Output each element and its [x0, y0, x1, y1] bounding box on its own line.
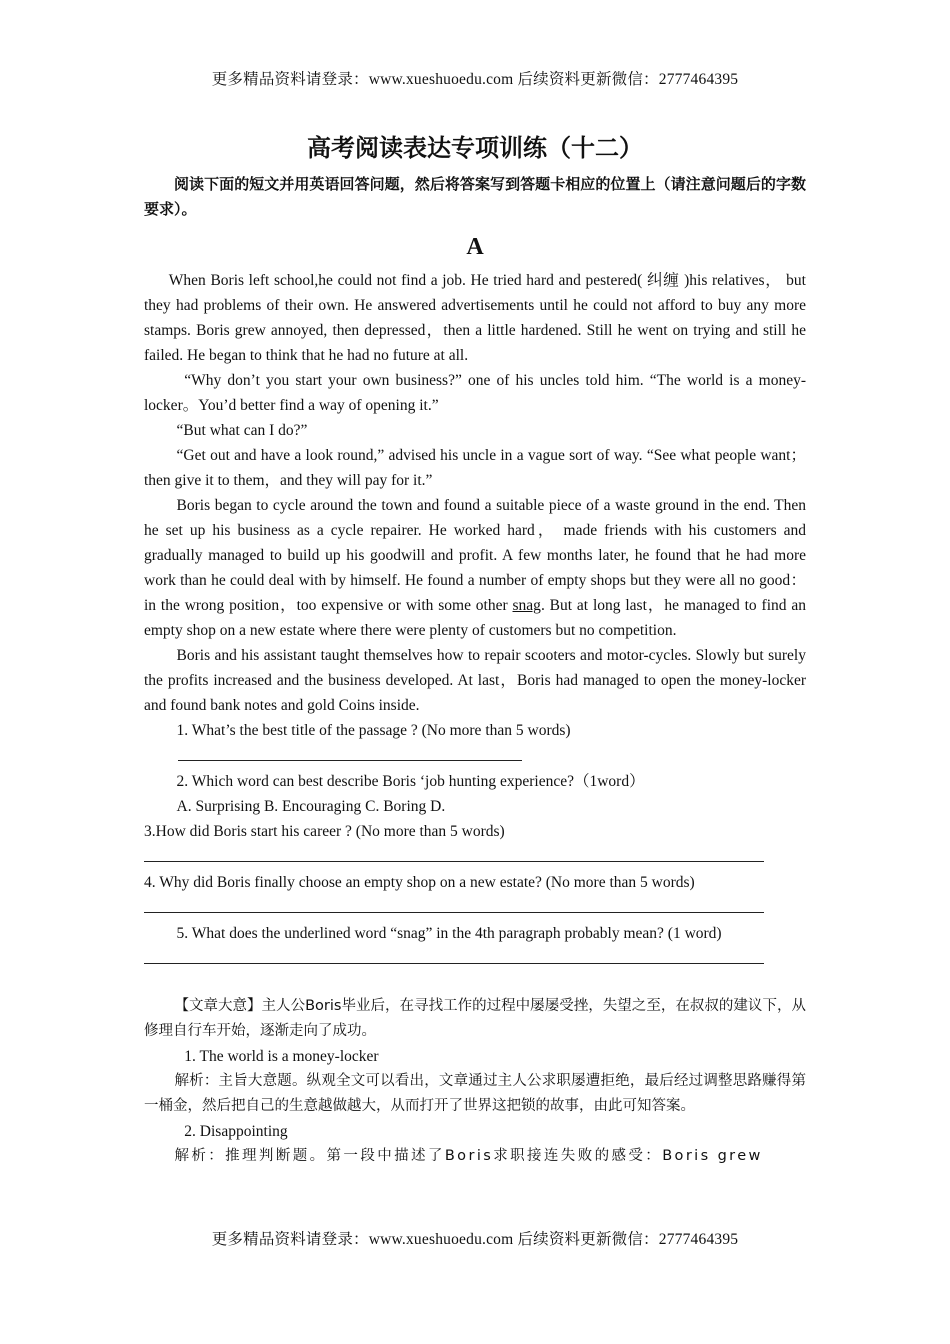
question-2-options: A. Surprising B. Encouraging C. Boring D.	[176, 798, 446, 815]
question-4: 4. Why did Boris finally choose an empty shop on a new estate? (No more than 5 words)	[144, 874, 695, 891]
underlined-word-snag: snag	[512, 597, 541, 614]
paragraph-6: Boris and his assistant taught themselves how to repair scooters and motor-cycles. Slowly but surely the profits increased and the business developed. At last，Boris had managed to open the money-locker and found bank notes and gold Coins inside.	[144, 647, 806, 714]
document-body	[144, 128, 806, 1169]
section-heading: A	[466, 234, 484, 260]
question-1: 1. What’s the best title of the passage ? (No more than 5 words)	[176, 722, 571, 739]
paragraph-1: When Boris left school,he could not find a job. He tried hard and pestered( 纠缠 )his relatives， but they had problems of their own. He answered advertisements until he could not afford to buy any more stamps. Boris grew annoyed, then depressed，then a little hardened. Still he went on trying and still he failed. He began to think that he had no future at all.	[144, 272, 806, 364]
paragraph-5-text-a: Boris began to cycle around the town and found a suitable piece of a waste ground in the end. Then he set up his business as a cycle repairer. He worked hard， made friends with his customers and gradually managed to build up his goodwill and profit. A few months later, he found that he had more work than he could deal with by himself. He found a number of empty shops but they were all no good：in the wrong position，too expensive or with some other	[144, 497, 806, 614]
paragraph-3: “But what can I do?”	[176, 422, 308, 439]
paragraph-2: “Why don’t you start your own business?” one of his uncles told him. “The world is a money-locker。You’d better find a way of opening it.”	[144, 372, 806, 414]
page-footer: 更多精品资料请登录：www.xueshuoedu.com 后续资料更新微信：2777464395	[211, 1231, 739, 1248]
paragraph-4: “Get out and have a look round,” advised his uncle in a vague sort of way. “See what people want；then give it to them，and they will pay for it.”	[144, 447, 806, 489]
page-title: 高考阅读表达专项训练（十二）	[307, 133, 643, 162]
instruction: 阅读下面的短文并用英语回答问题，然后将答案写到答题卡相应的位置上（请注意问题后的字数要求）。	[144, 175, 806, 218]
answer-2: 2. Disappointing	[184, 1123, 288, 1140]
answer-1-explanation: 解析：主旨大意题。纵观全文可以看出，文章通过主人公求职屡遭拒绝，最后经过调整思路赚得第一桶金，然后把自己的生意越做越大，从而打开了世界这把锁的故事，由此可知答案。	[144, 1073, 806, 1114]
question-3: 3.How did Boris start his career ? (No more than 5 words)	[144, 823, 505, 840]
page-header: 更多精品资料请登录：www.xueshuoedu.com 后续资料更新微信：2777464395	[211, 71, 739, 88]
question-5: 5. What does the underlined word “snag” in the 4th paragraph probably mean? (1 word)	[176, 925, 722, 942]
answer-summary: 【文章大意】主人公Boris毕业后，在寻找工作的过程中屡屡受挫，失望之至，在叔叔的建议下，从修理自行车开始，逐渐走向了成功。	[144, 998, 806, 1039]
answer-2-explanation: 解析：推理判断题。第一段中描述了Boris求职接连失败的感受：Boris grew	[174, 1148, 763, 1164]
answer-1: 1. The world is a money-locker	[184, 1048, 379, 1065]
question-2: 2. Which word can best describe Boris ‘job hunting experience?（1word）	[176, 773, 645, 790]
paragraph-5	[144, 493, 806, 643]
paragraph-5-text-b: . But at long last，he managed to find an empty shop on a new estate where there were plenty of customers but no competition.	[144, 597, 806, 639]
